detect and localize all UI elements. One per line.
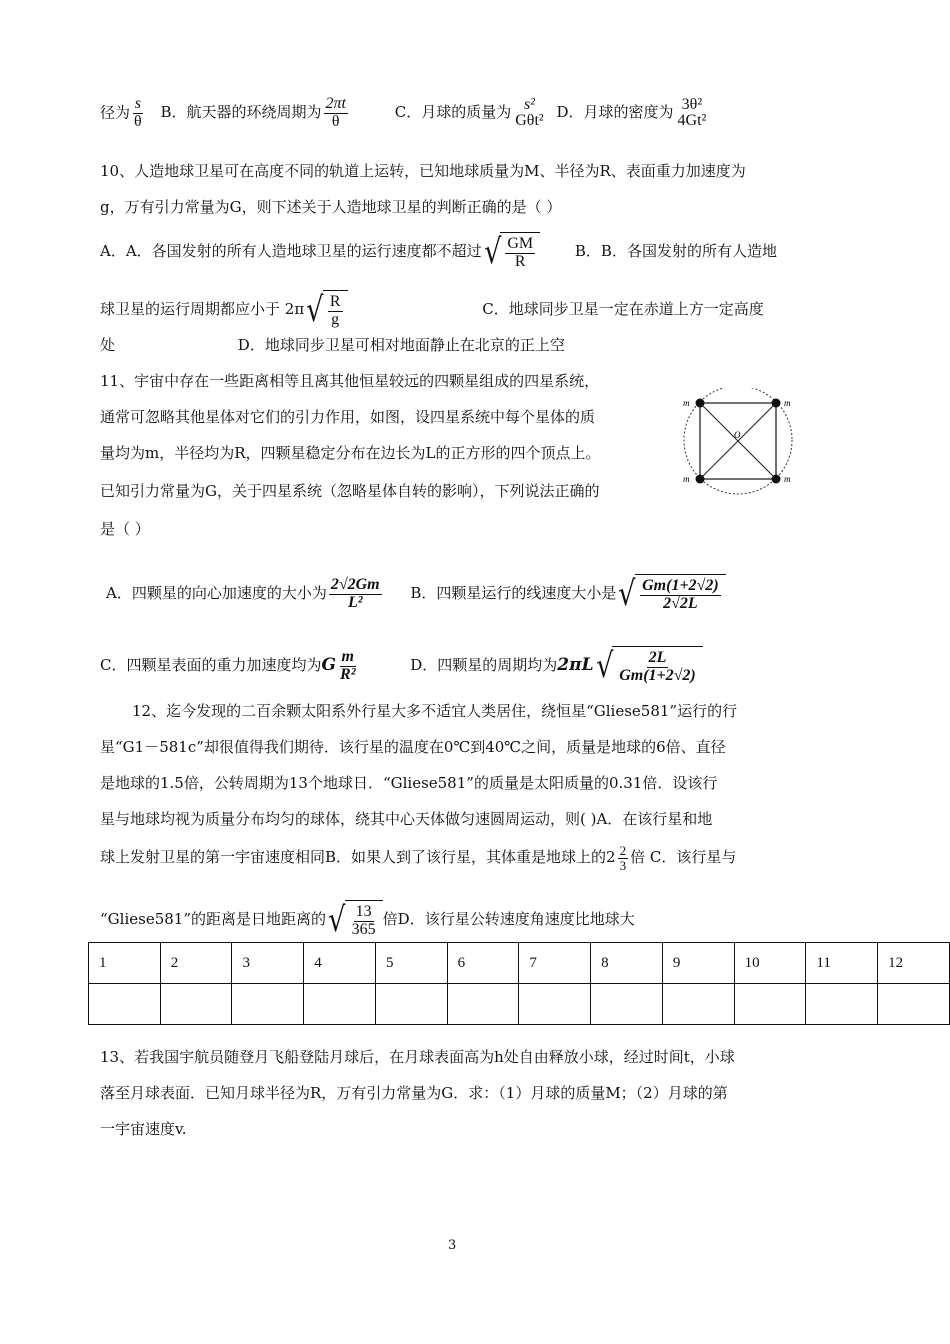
q12-line-2: 星“G1－581c”却很值得我们期待．该行星的温度在0℃到40℃之间，质量是地球的6倍、直径 xyxy=(100,738,726,756)
q12-line-6b: 倍D．该行星公转速度角速度比地球大 xyxy=(382,910,635,928)
q10-options-bc xyxy=(100,290,764,330)
q12-line-5 xyxy=(100,844,736,872)
q10-option-b: B．B．各国发射的所有人造地 xyxy=(574,242,777,260)
star-top-right xyxy=(772,399,781,408)
answer-cell[interactable] xyxy=(662,984,734,1025)
q11-stem-5: 是（ ） xyxy=(100,520,150,538)
label-m-bl: m xyxy=(683,474,690,484)
answer-header-cell: 5 xyxy=(375,943,447,984)
label-m-tr: m xyxy=(784,398,791,408)
q10-stem-2: g，万有引力常量为G，则下述关于人造地球卫星的判断正确的是（ ） xyxy=(100,198,562,216)
q11-c-fraction: $\frac{m}{\text{R²}}$ xyxy=(340,647,356,683)
q12-line-1: 12、迄今发现的二百余颗太阳系外行星大多不适宜人类居住，绕恒星“Gliese581”运行的行 xyxy=(132,702,738,720)
answer-header-cell: 12 xyxy=(878,943,950,984)
answer-cell[interactable] xyxy=(591,984,663,1025)
q10-option-c: C．地球同步卫星一定在赤道上方一定高度 xyxy=(482,300,764,318)
answer-header-cell: 10 xyxy=(734,943,806,984)
q12-line-5b: 倍 C．该行星与 xyxy=(630,848,737,867)
q12-mixed-int: 2 xyxy=(606,848,616,867)
q11-stem-3: 量均为m，半径均为R，四颗星稳定分布在边长为L的正方形的四个顶点上。 xyxy=(100,444,601,462)
q9-options xyxy=(100,96,710,131)
q11-option-d: D．四颗星的周期均为 xyxy=(410,656,558,674)
answer-table-header-row xyxy=(89,943,950,984)
q11-stem-1: 11、宇宙中存在一些距离相等且离其他恒星较远的四颗星组成的四星系统， xyxy=(100,372,600,390)
star-bottom-right xyxy=(772,475,781,484)
q12-line-6 xyxy=(100,900,635,940)
q10-a-sqrt: √ $\frac{GM}{R}$ xyxy=(482,232,540,272)
q13-line-3: 一宇宙速度v. xyxy=(100,1120,187,1138)
answer-cell[interactable] xyxy=(375,984,447,1025)
q11-option-b: B．四颗星运行的线速度大小是 xyxy=(410,584,617,602)
q9-option-c: C．月球的质量为 xyxy=(394,103,512,122)
q10-options-cd xyxy=(100,334,565,356)
four-star-diagram xyxy=(678,388,808,496)
answer-cell[interactable] xyxy=(806,984,878,1025)
answer-header-cell: 4 xyxy=(304,943,376,984)
q10-option-c-cont: 处 xyxy=(100,336,116,354)
q9-option-d: D．月球的密度为 xyxy=(556,103,674,122)
q11-d-sqrt: √ $\frac{2L}{Gm(1+2√2)}$ xyxy=(594,646,703,686)
answer-cell[interactable] xyxy=(160,984,232,1025)
answer-table-answer-row xyxy=(89,984,950,1025)
label-m-br: m xyxy=(784,474,791,484)
q9-b-fraction: $\frac{2\pi t}{\theta}$ xyxy=(325,95,346,130)
q10-option-d: D．地球同步卫星可相对地面静止在北京的正上空 xyxy=(237,336,565,354)
q11-option-a: A．四颗星的向心加速度的大小为 xyxy=(106,584,327,602)
q11-b-sqrt: √ $\frac{Gm(1+2√2)}{2√2L}$ xyxy=(616,574,725,614)
q12-line-6a: “Gliese581”的距离是日地距离的 xyxy=(100,910,326,928)
q12-mixed-frac: $\frac{2}{3}$ xyxy=(619,843,627,873)
answer-header-cell: 9 xyxy=(662,943,734,984)
q9-c-fraction: s² Gθt² xyxy=(515,95,544,130)
answer-cell[interactable] xyxy=(734,984,806,1025)
q10-option-b-cont: 球卫星的运行周期都应小于 2π xyxy=(100,300,305,318)
q11-options-cd xyxy=(100,646,703,686)
star-top-left xyxy=(696,399,705,408)
answer-header-cell: 2 xyxy=(160,943,232,984)
q12-sqrt: √ $\frac{13}{365}$ xyxy=(326,900,383,940)
page-number: 3 xyxy=(448,1238,457,1253)
q11-c-g: G xyxy=(321,655,337,675)
q9-d-fraction: 3θ² 4Gt² xyxy=(677,95,707,130)
answer-cell[interactable] xyxy=(232,984,304,1025)
answer-header-cell: 8 xyxy=(591,943,663,984)
q11-option-c: C．四颗星表面的重力加速度均为 xyxy=(100,656,322,674)
q12-line-3: 是地球的1.5倍，公转周期为13个地球日．“Gliese581”的质量是太阳质量的0.31倍．设该行 xyxy=(100,774,718,792)
answer-header-cell: 11 xyxy=(806,943,878,984)
answer-table xyxy=(88,942,950,1025)
q11-stem-4: 已知引力常量为G，关于四星系统（忽略星体自转的影响），下列说法正确的 xyxy=(100,482,600,500)
q11-stem-2: 通常可忽略其他星体对它们的引力作用，如图，设四星系统中每个星体的质 xyxy=(100,408,596,426)
q10-options-ab xyxy=(100,232,777,272)
label-o: O xyxy=(734,430,741,440)
q13-line-2: 落至月球表面．已知月球半径为R，万有引力常量为G．求：（1）月球的质量M；（2）月球的第 xyxy=(100,1084,728,1102)
answer-cell[interactable] xyxy=(304,984,376,1025)
answer-header-cell: 7 xyxy=(519,943,591,984)
q11-options-ab xyxy=(106,574,726,614)
answer-cell[interactable] xyxy=(447,984,519,1025)
answer-header-cell: 6 xyxy=(447,943,519,984)
q9-a-prefix: 径为 xyxy=(100,103,131,122)
q13-line-1: 13、若我国宇航员随登月飞船登陆月球后，在月球表面高为h处自由释放小球，经过时间t，小球 xyxy=(100,1048,735,1066)
answer-header-cell: 1 xyxy=(89,943,161,984)
q9-a-fraction: $\frac{s}{\theta}$ xyxy=(134,95,142,130)
star-bottom-left xyxy=(696,475,705,484)
q12-line-5a: 球上发射卫星的第一宇宙速度相同B．如果人到了该行星，其体重是地球上的 xyxy=(100,848,607,867)
q10-stem-1: 10、人造地球卫星可在高度不同的轨道上运转，已知地球质量为M、半径为R、表面重力加速度为 xyxy=(100,162,746,180)
q11-a-fraction: $\frac{2√2Gm}{\text{L²}}$ xyxy=(330,575,380,611)
answer-cell[interactable] xyxy=(89,984,161,1025)
answer-cell[interactable] xyxy=(519,984,591,1025)
q10-option-a: A．A．各国发射的所有人造地球卫星的运行速度都不超过 xyxy=(100,242,482,260)
q10-b-sqrt: √ $\frac{R}{g}$ xyxy=(304,290,347,330)
answer-header-cell: 3 xyxy=(232,943,304,984)
q9-option-b: B．航天器的环绕周期为 xyxy=(160,103,322,122)
q12-line-4: 星与地球均视为质量分布均匀的球体，绕其中心天体做匀速圆周运动，则( )A．在该行星和地 xyxy=(100,810,713,828)
q11-d-prefix: 2πL xyxy=(557,655,594,675)
answer-cell[interactable] xyxy=(878,984,950,1025)
label-m-tl: m xyxy=(683,398,690,408)
